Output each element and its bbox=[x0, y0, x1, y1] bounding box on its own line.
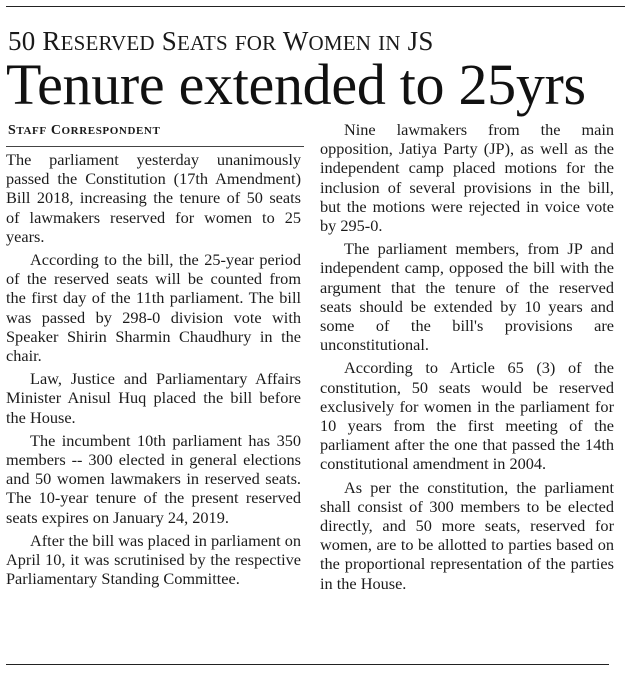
paragraph: According to Article 65 (3) of the constitution, 50 seats would be reserved exclusively for women in the parliament for 10 years from the first meeting of the parliament after the one that passed the 14th constitutional amendment in 2004. bbox=[320, 358, 614, 474]
paragraph: As per the constitution, the parliament shall consist of 300 members to be elected directly, and 50 more seats, reserved for women, are to be allotted to parties based on the proportional representation of the parties in the House. bbox=[320, 477, 614, 593]
byline-word: ORRESPONDENT bbox=[61, 125, 161, 137]
article-column-right bbox=[320, 120, 614, 597]
byline bbox=[8, 122, 160, 140]
paragraph: The parliament members, from JP and independent camp, opposed the bill with the argument that the tenure of the reserved seats should be extended by 10 years and some of the bill's provisions are unconstitutional. bbox=[320, 239, 614, 355]
paragraph: The parliament yesterday unanimously passed the Constitution (17th Amendment) Bill 2018, increasing the tenure of 50 seats of lawmakers reserved for women to 25 years. bbox=[6, 150, 301, 246]
kicker-word: EATS bbox=[176, 31, 228, 55]
byline-word: C bbox=[50, 123, 62, 138]
headline: Tenure extended to 25yrs bbox=[6, 52, 586, 117]
kicker-word: JS bbox=[407, 26, 434, 56]
kicker-word: R bbox=[42, 26, 61, 56]
article-column-left bbox=[6, 150, 301, 592]
paragraph: After the bill was placed in parliament on April 10, it was scrutinised by the respective Parliamentary Standing Committee. bbox=[6, 530, 301, 589]
top-divider bbox=[6, 6, 625, 7]
kicker-word: OMEN bbox=[308, 31, 372, 55]
byline-word: S bbox=[8, 123, 17, 138]
byline-divider bbox=[6, 146, 304, 147]
kicker-word: S bbox=[161, 26, 177, 56]
kicker-word: 50 bbox=[8, 26, 36, 56]
kicker-word: ESERVED bbox=[60, 31, 155, 55]
bottom-divider bbox=[6, 664, 609, 665]
paragraph: Nine lawmakers from the main opposition, Jatiya Party (JP), as well as the independent camp placed motions for the inclusion of several provisions in the bill, but the motions were rejected in voice vote by 295-0. bbox=[320, 120, 614, 236]
kicker-word: W bbox=[282, 26, 309, 56]
paragraph: According to the bill, the 25-year period of the reserved seats will be counted from the first day of the 11th parliament. The bill was passed by 298-0 division vote with Speaker Shirin Sharmin Chaudhury in the chair. bbox=[6, 250, 301, 366]
paragraph: Law, Justice and Parliamentary Affairs Minister Anisul Huq placed the bill before the House. bbox=[6, 369, 301, 427]
kicker-word: IN bbox=[378, 31, 401, 55]
byline-word: TAFF bbox=[16, 125, 47, 137]
paragraph: The incumbent 10th parliament has 350 members -- 300 elected in general elections and 50 women lawmakers in reserved seats. The 10-year tenure of the present reserved seats expires on January 24, 2019. bbox=[6, 430, 301, 527]
kicker-word: FOR bbox=[234, 31, 277, 55]
